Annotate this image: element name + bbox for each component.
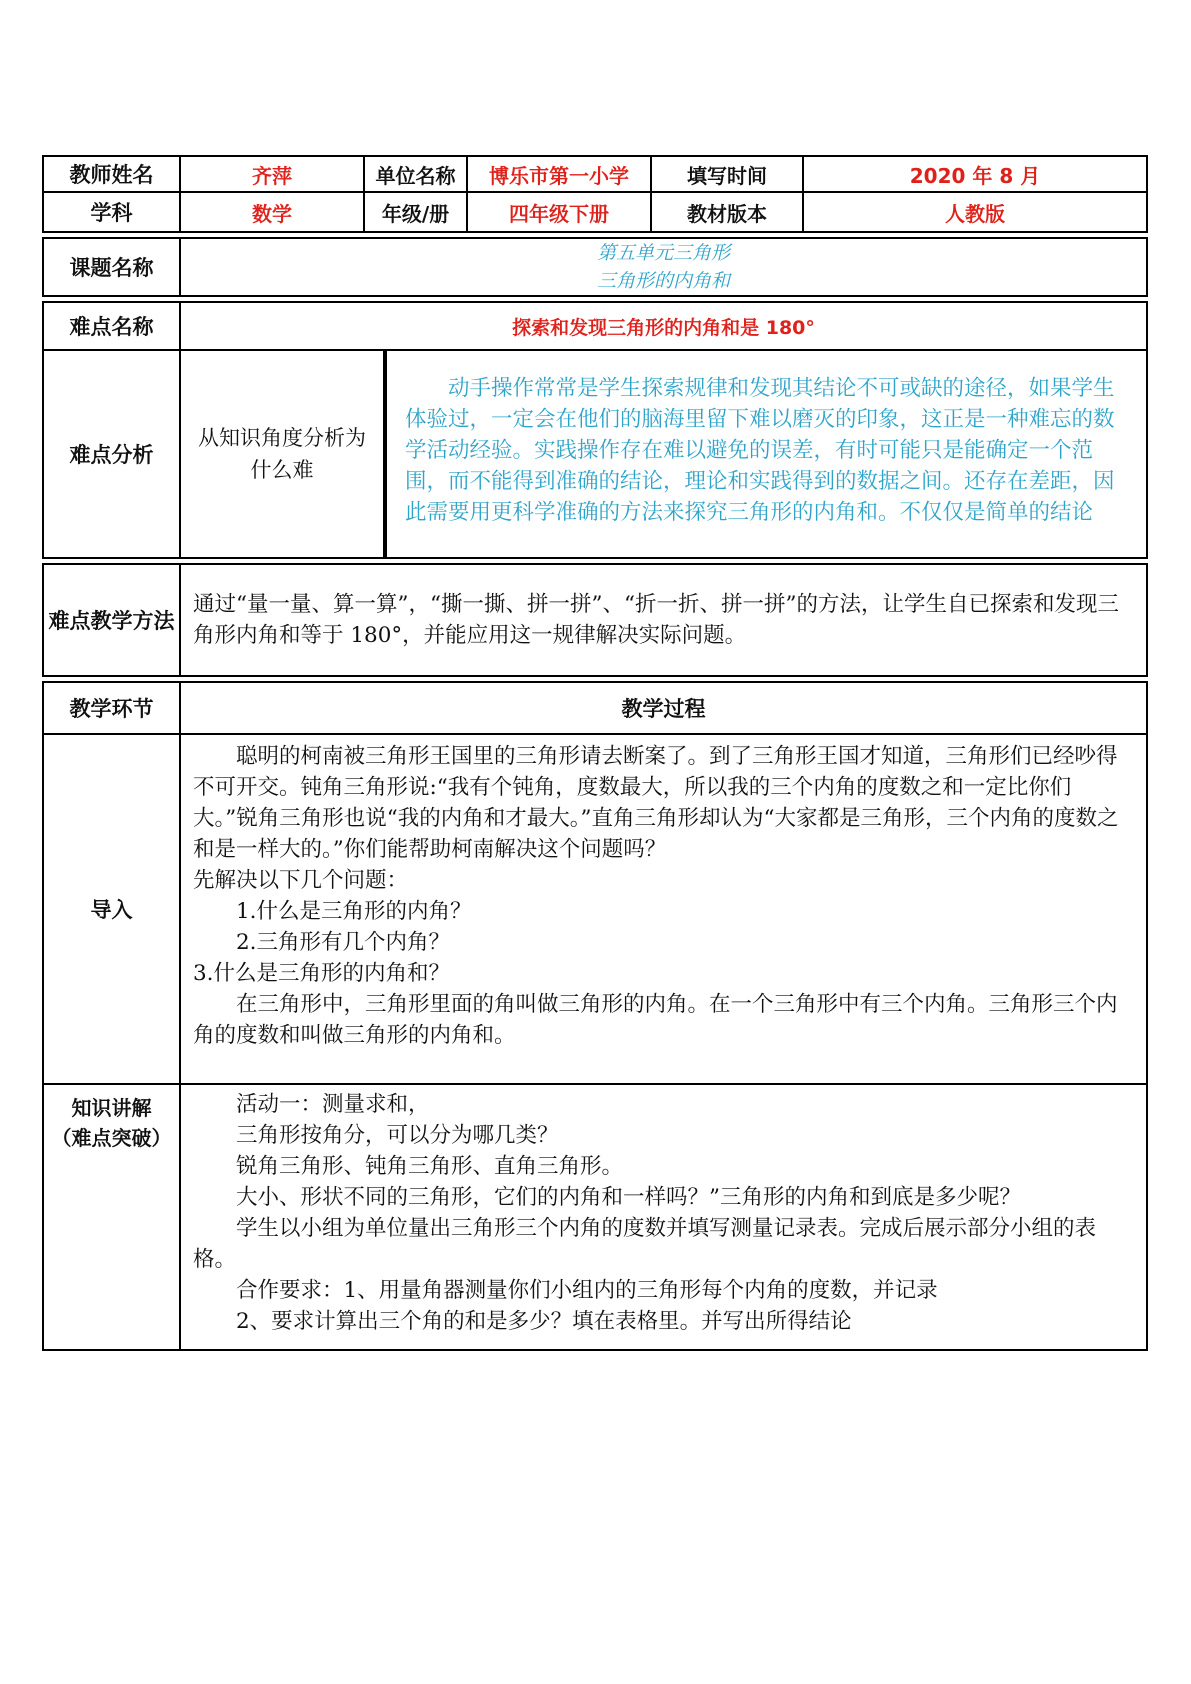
method-row bbox=[42, 563, 1148, 677]
knowledge-line-3: 锐角三角形、钝角三角形、直角三角形。 bbox=[236, 1154, 624, 1179]
knowledge-line-4: 大小、形状不同的三角形，它们的内角和一样吗？”三角形的内角和到底是多少呢？ bbox=[236, 1185, 1021, 1210]
topic-value bbox=[181, 239, 1146, 295]
knowledge-label bbox=[44, 1085, 181, 1349]
knowledge-line-6: 合作要求：1、用量角器测量你们小组内的三角形每个内角的度数，并记录 bbox=[236, 1278, 938, 1303]
intro-question-1: 1.什么是三角形的内角？ bbox=[236, 899, 472, 924]
intro-paragraph-3: 在三角形中，三角形里面的角叫做三角形的内角。在一个三角形中有三个内角。三角形三个内角的度数和叫做三角形的内角和。 bbox=[193, 992, 1118, 1048]
subject-value: 数学 bbox=[181, 193, 365, 231]
intro-row bbox=[42, 735, 1148, 1085]
difficulty-label: 难点名称 bbox=[44, 303, 181, 349]
analysis-text-cell bbox=[385, 351, 1146, 557]
knowledge-row bbox=[42, 1085, 1148, 1351]
process-stage-label: 教学环节 bbox=[44, 683, 181, 733]
method-text-cell bbox=[181, 565, 1146, 675]
lesson-plan-table bbox=[42, 155, 1148, 1351]
intro-question-3: 3.什么是三角形的内角和？ bbox=[193, 961, 451, 986]
knowledge-line-2: 三角形按角分，可以分为哪几类？ bbox=[236, 1123, 559, 1148]
analysis-row bbox=[42, 351, 1148, 559]
analysis-sub-label: 从知识角度分析为什么难 bbox=[181, 351, 385, 557]
knowledge-label-line-1: 知识讲解 bbox=[71, 1096, 152, 1120]
header-row-2 bbox=[42, 193, 1148, 233]
intro-label: 导入 bbox=[44, 735, 181, 1083]
knowledge-label-line-2: （难点突破） bbox=[51, 1126, 172, 1150]
edition-value: 人教版 bbox=[945, 201, 1005, 226]
subject-label: 学科 bbox=[44, 193, 181, 231]
date-label: 填写时间 bbox=[652, 157, 804, 191]
analysis-label: 难点分析 bbox=[44, 351, 181, 557]
topic-label: 课题名称 bbox=[44, 239, 181, 295]
date-value: 2020 年 8 月 bbox=[909, 163, 1041, 188]
topic-line-2: 三角形的内角和 bbox=[596, 270, 730, 292]
topic-line-1: 第五单元三角形 bbox=[596, 242, 730, 264]
intro-question-2: 2.三角形有几个内角？ bbox=[236, 930, 451, 955]
process-header-row bbox=[42, 681, 1148, 735]
intro-paragraph-1: 聪明的柯南被三角形王国里的三角形请去断案了。到了三角形王国才知道，三角形们已经吵得不可开交。钝角三角形说:“我有个钝角，度数最大，所以我的三个内角的度数之和一定比你们大。”锐角三角形也说“我的内角和才最大。”直角三角形却认为“大家都是三角形，三个内角的度数之和是一样大的。”你们能帮助柯南解决这个问题吗？ bbox=[193, 744, 1119, 862]
topic-row bbox=[42, 237, 1148, 297]
process-content-label: 教学过程 bbox=[621, 697, 706, 721]
school-value: 博乐市第一小学 bbox=[468, 157, 652, 191]
knowledge-line-1: 活动一：测量求和， bbox=[236, 1092, 430, 1117]
grade-value: 四年级下册 bbox=[468, 193, 652, 231]
edition-label: 教材版本 bbox=[652, 193, 804, 231]
teacher-name-label: 教师姓名 bbox=[44, 157, 181, 191]
header-row-1 bbox=[42, 155, 1148, 193]
school-label: 单位名称 bbox=[365, 157, 468, 191]
difficulty-row bbox=[42, 301, 1148, 351]
knowledge-text-cell bbox=[181, 1085, 1146, 1349]
grade-label: 年级/册 bbox=[365, 193, 468, 231]
teacher-name-value: 齐萍 bbox=[181, 157, 365, 191]
intro-text-cell bbox=[181, 735, 1146, 1083]
difficulty-value: 探索和发现三角形的内角和是 180° bbox=[512, 316, 815, 339]
intro-paragraph-2: 先解决以下几个问题： bbox=[193, 868, 409, 893]
method-label: 难点教学方法 bbox=[44, 565, 181, 675]
knowledge-line-7: 2、要求计算出三个角的和是多少？填在表格里。并写出所得结论 bbox=[236, 1309, 852, 1334]
analysis-text: 动手操作常常是学生探索规律和发现其结论不可或缺的途径，如果学生体验过，一定会在他们的脑海里留下难以磨灭的印象，这正是一种难忘的数学活动经验。实践操作存在难以避免的误差，有时可能只是能确定一个范围，而不能得到准确的结论，理论和实践得到的数据之间。还存在差距，因此需要用更科学准确的方法来探究三角形的内角和。不仅仅是简单的结论 bbox=[405, 376, 1115, 525]
knowledge-line-5: 学生以小组为单位量出三角形三个内角的度数并填写测量记录表。完成后展示部分小组的表格。 bbox=[193, 1216, 1097, 1272]
method-text: 通过“量一量、算一算”，“撕一撕、拼一拼”、“折一折、拼一拼”的方法，让学生自已探索和发现三角形内角和等于 180°，并能应用这一规律解决实际问题。 bbox=[193, 592, 1119, 648]
